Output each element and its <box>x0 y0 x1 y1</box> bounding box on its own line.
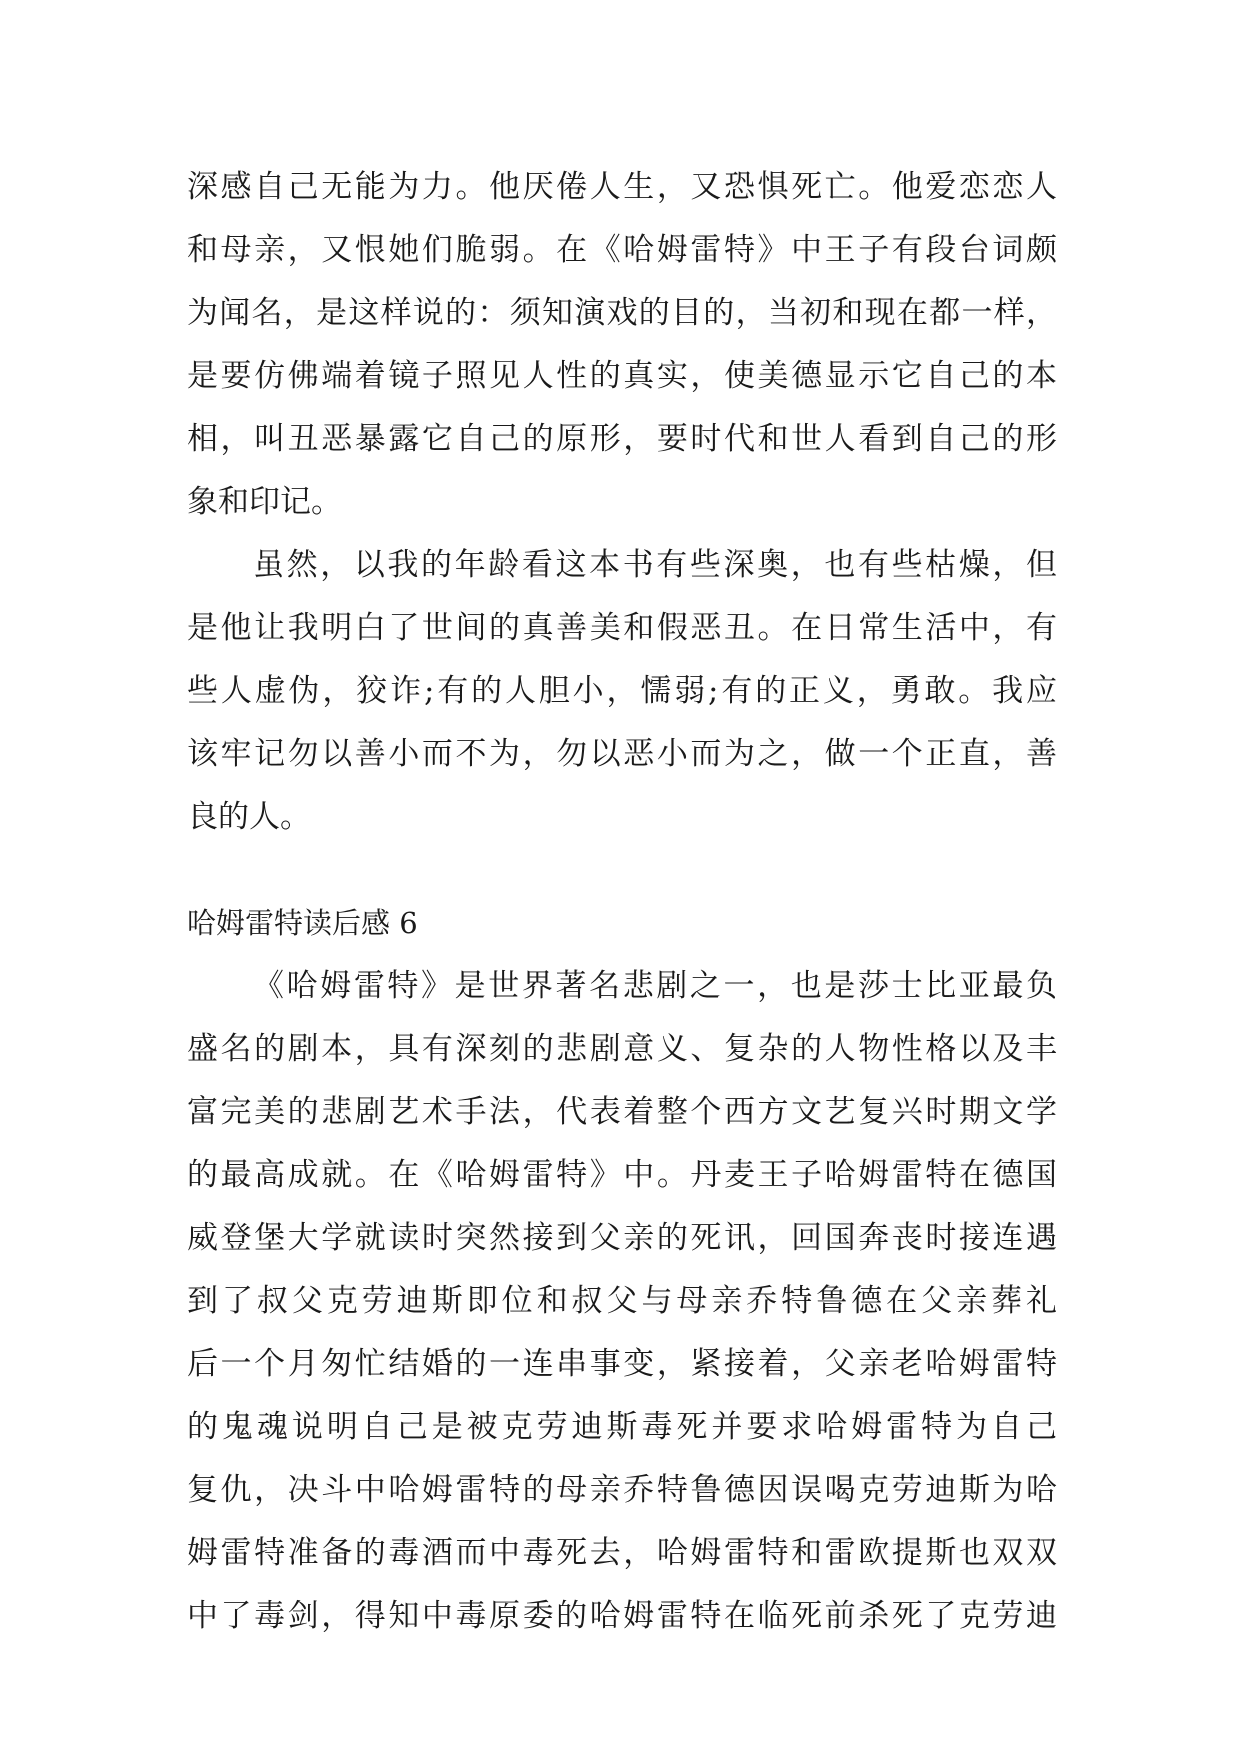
paragraph-line: 到了叔父克劳迪斯即位和叔父与母亲乔特鲁德在父亲葬礼 <box>187 1283 1057 1319</box>
paragraph-line: 相，叫丑恶暴露它自己的原形，要时代和世人看到自己的形 <box>187 421 1057 457</box>
paragraph-line: 复仇，决斗中哈姆雷特的母亲乔特鲁德因误喝克劳迪斯为哈 <box>187 1472 1057 1508</box>
paragraph-line: 的鬼魂说明自己是被克劳迪斯毒死并要求哈姆雷特为自己 <box>187 1409 1057 1445</box>
paragraph-line: 是他让我明白了世间的真善美和假恶丑。在日常生活中，有 <box>187 610 1057 646</box>
paragraph-line: 良的人。 <box>187 799 311 835</box>
paragraph-line: 的最高成就。在《哈姆雷特》中。丹麦王子哈姆雷特在德国 <box>187 1157 1057 1193</box>
paragraph-line: 象和印记。 <box>187 484 342 520</box>
paragraph-line: 虽然，以我的年龄看这本书有些深奥，也有些枯燥，但 <box>253 547 1057 583</box>
paragraph-line: 盛名的剧本，具有深刻的悲剧意义、复杂的人物性格以及丰 <box>187 1031 1057 1067</box>
paragraph-line: 姆雷特准备的毒酒而中毒死去，哈姆雷特和雷欧提斯也双双 <box>187 1535 1057 1571</box>
paragraph-line: 些人虚伪，狡诈;有的人胆小，懦弱;有的正义，勇敢。我应 <box>187 673 1057 709</box>
paragraph-line: 和母亲，又恨她们脆弱。在《哈姆雷特》中王子有段台词颇 <box>187 232 1057 268</box>
section-heading: 哈姆雷特读后感 6 <box>187 906 418 940</box>
paragraph-line: 后一个月匆忙结婚的一连串事变，紧接着，父亲老哈姆雷特 <box>187 1346 1057 1382</box>
paragraph-line: 富完美的悲剧艺术手法，代表着整个西方文艺复兴时期文学 <box>187 1094 1057 1130</box>
paragraph-line: 中了毒剑，得知中毒原委的哈姆雷特在临死前杀死了克劳迪 <box>187 1598 1057 1634</box>
paragraph-line: 是要仿佛端着镜子照见人性的真实，使美德显示它自己的本 <box>187 358 1057 394</box>
paragraph-line: 该牢记勿以善小而不为，勿以恶小而为之，做一个正直，善 <box>187 736 1057 772</box>
paragraph-line: 为闻名，是这样说的：须知演戏的目的，当初和现在都一样， <box>187 295 1057 331</box>
paragraph-line: 深感自己无能为力。他厌倦人生，又恐惧死亡。他爱恋恋人 <box>187 169 1057 205</box>
paragraph-line: 《哈姆雷特》是世界著名悲剧之一，也是莎士比亚最负 <box>253 968 1057 1004</box>
paragraph-line: 威登堡大学就读时突然接到父亲的死讯，回国奔丧时接连遇 <box>187 1220 1057 1256</box>
